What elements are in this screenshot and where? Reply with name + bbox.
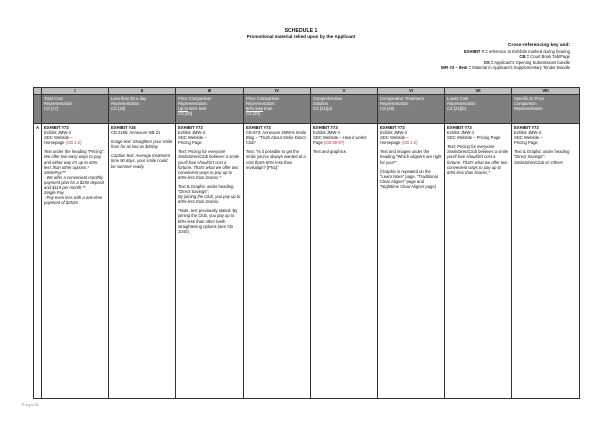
schedule-title: SCHEDULE 1 bbox=[284, 28, 318, 34]
header-less-than-4: Less than $4 a day Representation CS [18] bbox=[109, 95, 176, 124]
header-lower-cost: Lower Cost Representation CS [21](b) bbox=[445, 95, 512, 124]
key-mfi: MFI #3 – Item = Material in Applicant's Supplementary Tender Bundle bbox=[441, 65, 570, 71]
numeral-8: VIII bbox=[512, 88, 580, 95]
numeral-6: VI bbox=[378, 88, 445, 95]
cell-lower-cost: EXHIBIT #73 Exhibit JMW-4 SDC Website – Pricing Page Text: Pricing for everyone SmileDirectClub believes a smile you'll love shouldn't cost a fortune. That's what we offer two convenient ways to pay up to 60% less than braces.* bbox=[445, 124, 512, 399]
schedule-subtitle: Promotional material relied upon by the Applicant bbox=[246, 34, 356, 39]
header-comprehensive: Comprehensive Solution CS [21](a) bbox=[311, 95, 378, 124]
header-price-comparison-up-to: Price Comparison Representation: Up to 60% less CS [20] bbox=[176, 95, 244, 124]
key-exhibit: EXHIBIT # = reference to Exhibits marked during hearing bbox=[463, 48, 570, 54]
cell-total-cost: EXHIBIT #73 Exhibit JMW-4 SDC Website – Homepage (CB 1-2) Text under the heading “Pricing”: We offer two easy ways to pay, and either way it's up to 60% less than other options.* SmilePay™ - We offer a convenient monthly payment plan for a $250 deposit and $119 per month.** Single Pay - Pay even less with a one-time payment of $2525. bbox=[42, 124, 109, 399]
numeral-4: IV bbox=[244, 88, 311, 95]
schedule-table bbox=[33, 87, 580, 399]
cell-price-comparison-60: EXHIBIT #73 CB-673: Annexure JMW-6 Smile Blog – “Truth About Smile Direct Club” Text: “Is it possible to get the smile you've always wanted at a cost that's 60% less than Invisalign? [FN1]” bbox=[244, 124, 311, 399]
numeral-5: V bbox=[311, 88, 378, 95]
header-row bbox=[34, 95, 580, 124]
numeral-row bbox=[34, 88, 580, 95]
header-total-cost: Total Cost Representation CS [17] bbox=[42, 95, 109, 124]
key-heading: Cross-referencing key and: bbox=[507, 43, 570, 48]
numeral-7: VII bbox=[445, 88, 512, 95]
key-cb: CB = Court Book Tab/Page bbox=[519, 54, 570, 60]
cell-comprehensive: EXHIBIT #73 Exhibit JMW-4 SDC Website – How it works Page (CB 89-97) Text and graphics bbox=[311, 124, 378, 399]
header-blank bbox=[34, 95, 42, 124]
header-price-comparison-60: Price Comparison Representation: 60% less than CS [20] bbox=[244, 95, 311, 124]
cell-less-than-4: EXHIBIT #16 CB 2186: Annexure NB-21 Image text: Straighten your smile from for as low as $4/day Caption text: Average treatment time 90 days, your smile could be summer ready. bbox=[109, 124, 176, 399]
header-specific-price: Specific to Price Comparison Representation bbox=[512, 95, 580, 124]
numeral-1: I bbox=[42, 88, 109, 95]
numeral-2: II bbox=[109, 88, 176, 95]
row-label: A bbox=[34, 124, 42, 399]
cell-price-comparison-up-to: EXHIBIT #73 Exhibit JMW-4 SDC Website – Pricing Page Text: Pricing for everyone SmileDirectClub believes a smile you'll love shouldn't cost a fortune. That's what we offer two convenient ways to pay up to 60% less than braces.* Text & Graphic under heading “Direct Savings”: By joining the Club, you pay up to 60% less than braces. *Note, text previously stated: By joining the Club, you pay up to 60% less than other teeth straightening options (see CB 1040). bbox=[176, 124, 244, 399]
page-number: P a g e 24 bbox=[22, 403, 39, 407]
key-os: OS = Applicant's Opening Submissions bundle bbox=[483, 59, 570, 65]
cell-specific-price: EXHIBIT #73 Exhibit JMW-4 SDC Website – Pricing Page Text & Graphic under heading “Direct Savings”: SmileDirectClub vs Others bbox=[512, 124, 580, 399]
table-row bbox=[34, 124, 580, 399]
cross-reference-key bbox=[441, 43, 570, 71]
numeral-3: III bbox=[176, 88, 244, 95]
header-comparative-treatment: Comparative Treatment Representation CS [19] bbox=[378, 95, 445, 124]
numeral-blank bbox=[34, 88, 42, 95]
cell-comparative-treatment: EXHIBIT #73 Exhibit JMW-4 SDC Website – Homepage (CB 1-2) Text and images under the heading “Which aligners are right for you?” (Graphic is repeated on the “Learn More” page, “Traditional Clear Aligner” page and “Nighttime Clear Aligner page) bbox=[378, 124, 445, 399]
